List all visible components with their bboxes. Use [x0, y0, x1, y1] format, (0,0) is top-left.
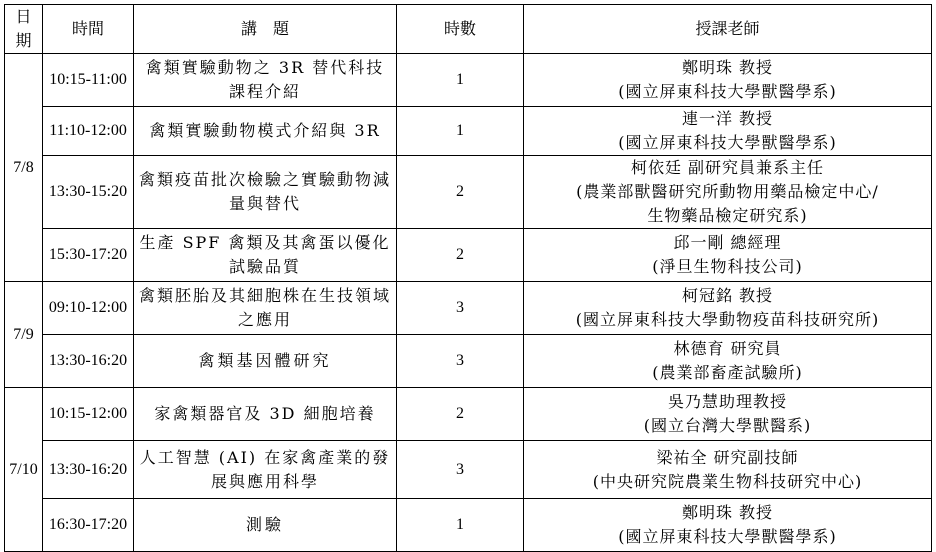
header-teacher: 授課老師 — [524, 5, 932, 54]
header-topic: 講 題 — [134, 5, 397, 54]
teacher-affiliation: (國立屏東科技大學獸醫學系) — [618, 133, 837, 152]
hours-cell: 2 — [397, 388, 524, 441]
teacher-cell — [524, 229, 932, 282]
date-cell: 7/10 — [5, 388, 43, 552]
time-cell: 10:15-11:00 — [43, 54, 134, 107]
teacher-cell — [524, 499, 932, 552]
header-time: 時間 — [43, 5, 134, 54]
teacher-cell — [524, 388, 932, 441]
topic-cell: 禽類胚胎及其細胞株在生技領域之應用 — [134, 282, 397, 335]
topic-cell: 人工智慧 (AI) 在家禽產業的發展與應用科學 — [134, 441, 397, 499]
teacher-name: 柯冠銘 教授 — [681, 286, 774, 305]
topic-cell: 生產 SPF 禽類及其禽蛋以優化試驗品質 — [134, 229, 397, 282]
hours-cell: 1 — [397, 107, 524, 156]
teacher-affiliation: (農業部獸醫研究所動物用藥品檢定中心/ — [576, 182, 879, 201]
teacher-name: 林德育 研究員 — [673, 339, 782, 358]
topic-cell: 禽類實驗動物模式介紹與 3R — [134, 107, 397, 156]
hours-cell: 2 — [397, 156, 524, 229]
table-row — [5, 156, 932, 229]
teacher-affiliation-cont: 生物藥品檢定研究系) — [647, 206, 808, 225]
hours-cell: 1 — [397, 54, 524, 107]
hours-cell: 2 — [397, 229, 524, 282]
teacher-affiliation: (淨旦生物科技公司) — [652, 257, 803, 276]
time-cell: 15:30-17:20 — [43, 229, 134, 282]
hours-cell: 3 — [397, 441, 524, 499]
topic-cell: 禽類基因體研究 — [134, 335, 397, 388]
teacher-name: 柯依廷 副研究員兼系主任 — [630, 158, 825, 177]
time-cell: 13:30-16:20 — [43, 335, 134, 388]
table-row — [5, 499, 932, 552]
time-cell: 11:10-12:00 — [43, 107, 134, 156]
teacher-affiliation: (農業部畜產試驗所) — [652, 363, 803, 382]
table-row — [5, 107, 932, 156]
teacher-name: 吳乃慧助理教授 — [667, 392, 787, 411]
table-row — [5, 335, 932, 388]
teacher-cell — [524, 54, 932, 107]
hours-cell: 3 — [397, 282, 524, 335]
topic-cell: 家禽類器官及 3D 細胞培養 — [134, 388, 397, 441]
teacher-affiliation: (中央研究院農業生物科技研究中心) — [592, 471, 863, 491]
teacher-cell — [524, 335, 932, 388]
teacher-affiliation: (國立屏東科技大學獸醫學系) — [618, 82, 837, 101]
header-hours: 時數 — [397, 5, 524, 54]
hours-cell: 1 — [397, 499, 524, 552]
teacher-name: 連一洋 教授 — [681, 109, 774, 128]
teacher-affiliation: (國立屏東科技大學獸醫學系) — [618, 527, 837, 546]
table-row — [5, 388, 932, 441]
teacher-name: 邱一剛 總經理 — [673, 233, 782, 252]
teacher-name: 鄭明珠 教授 — [681, 58, 774, 77]
teacher-affiliation: (國立屏東科技大學動物疫苗科技研究所) — [575, 310, 880, 329]
topic-cell: 禽類實驗動物之 3R 替代科技課程介紹 — [134, 54, 397, 107]
date-cell: 7/9 — [5, 282, 43, 388]
teacher-cell — [524, 282, 932, 335]
teacher-cell — [524, 107, 932, 156]
course-schedule-table — [4, 4, 932, 552]
topic-cell: 測驗 — [134, 499, 397, 552]
teacher-name: 鄭明珠 教授 — [681, 503, 774, 522]
teacher-affiliation: (國立台灣大學獸醫系) — [643, 416, 812, 435]
table-row — [5, 54, 932, 107]
time-cell: 09:10-12:00 — [43, 282, 134, 335]
time-cell: 13:30-15:20 — [43, 156, 134, 229]
hours-cell: 3 — [397, 335, 524, 388]
time-cell: 10:15-12:00 — [43, 388, 134, 441]
teacher-cell — [524, 156, 932, 229]
header-row — [5, 5, 932, 54]
header-date: 日期 — [5, 5, 43, 54]
teacher-cell — [524, 441, 932, 499]
table-row — [5, 441, 932, 499]
topic-cell: 禽類疫苗批次檢驗之實驗動物減量與替代 — [134, 156, 397, 229]
time-cell: 16:30-17:20 — [43, 499, 134, 552]
date-cell: 7/8 — [5, 54, 43, 282]
table-row — [5, 282, 932, 335]
table-row — [5, 229, 932, 282]
time-cell: 13:30-16:20 — [43, 441, 134, 499]
teacher-name: 梁祐全 研究副技師 — [656, 447, 799, 467]
